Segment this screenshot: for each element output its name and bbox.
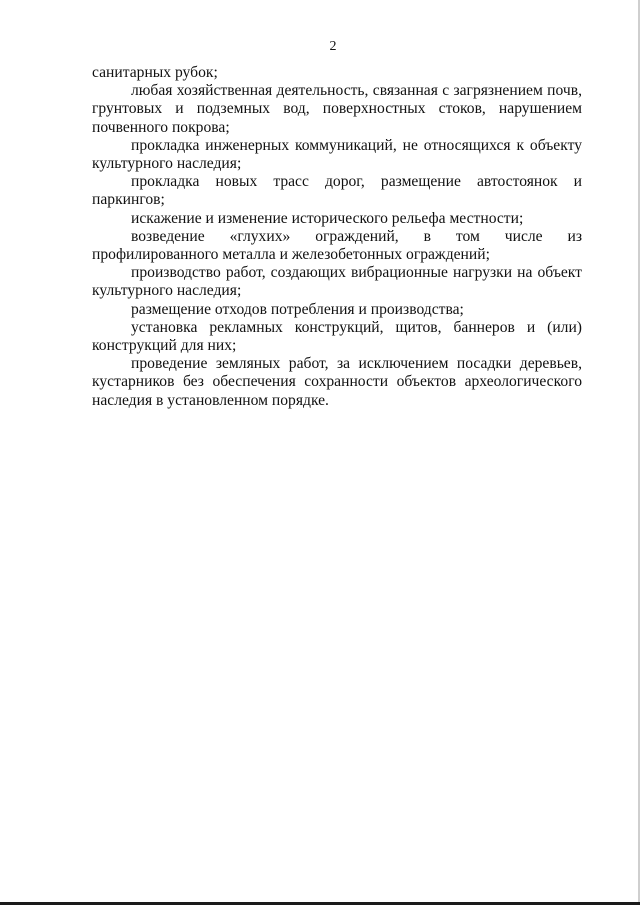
- paragraph-continuation: санитарных рубок;: [92, 64, 218, 81]
- page-number: 2: [329, 39, 337, 54]
- paragraph-item: проведение земляных работ, за исключением посадки деревьев, кустарников без обеспечения сохранности объектов археологического наследия в установленном порядке.: [92, 355, 582, 409]
- paragraph-item: искажение и изменение исторического рельефа местности;: [131, 209, 524, 227]
- document-body: [92, 64, 582, 410]
- paragraph-item: любая хозяйственная деятельность, связанная с загрязнением почв, грунтовых и подземных вод, поверхностных стоков, нарушением почвенного покрова;: [92, 82, 582, 136]
- paragraph-item: прокладка новых трасс дорог, размещение автостоянок и паркингов;: [92, 173, 582, 209]
- paragraph-item: возведение «глухих» ограждений, в том числе из профилированного металла и железобетонных ограждений;: [92, 227, 582, 264]
- paragraph-item: производство работ, создающих вибрационные нагрузки на объект культурного наследия;: [92, 264, 582, 300]
- paragraph-item: размещение отходов потребления и производства;: [131, 300, 464, 318]
- paragraph-item: прокладка инженерных коммуникаций, не относящихся к объекту культурного наследия;: [92, 136, 582, 173]
- paragraph-item: установка рекламных конструкций, щитов, баннеров и (или) конструкций для них;: [92, 318, 582, 355]
